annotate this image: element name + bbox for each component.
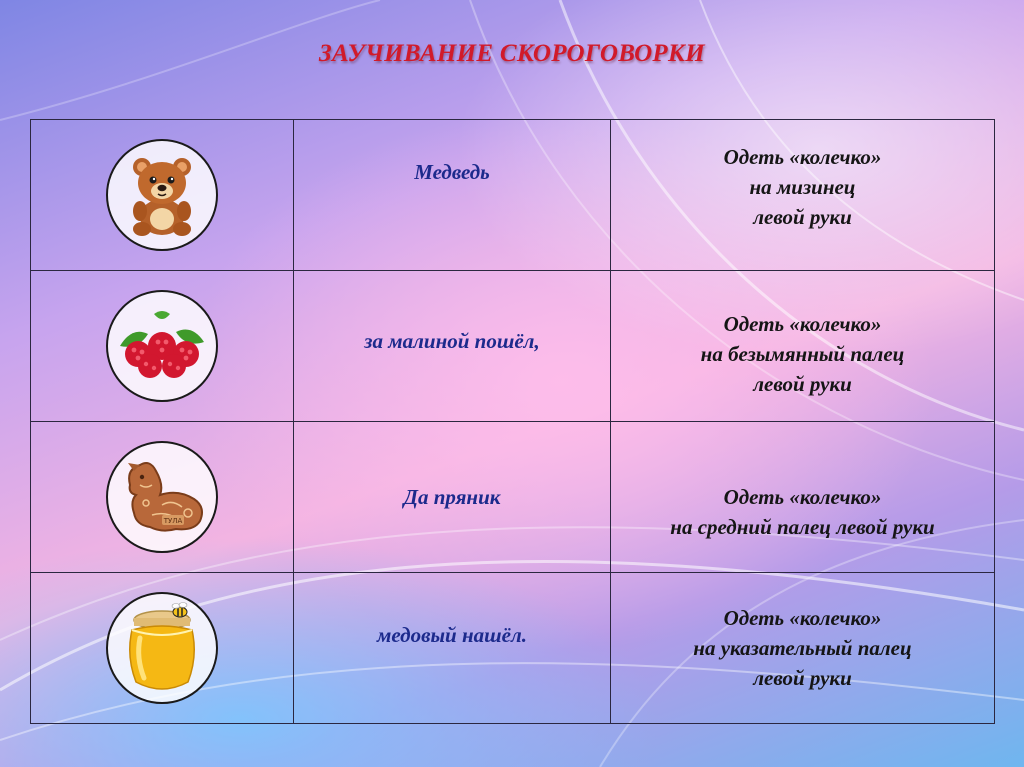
gingerbread-horse-icon [116,455,208,539]
raspberry-icon [114,306,210,386]
table-row [31,120,995,271]
teddy-bear-icon [116,149,208,241]
phrase-text: медовый нашёл. [377,623,527,647]
table-row [31,422,995,573]
phrase-cell [294,422,611,573]
action-line: левой руки [753,666,852,690]
bee-icon [172,603,187,618]
action-line: левой руки [753,372,852,396]
table-row [31,573,995,724]
honey-jar-icon [116,600,208,696]
icon-frame [106,290,218,402]
phrase-text: Да пряник [403,485,501,509]
action-cell [611,120,995,271]
action-cell [611,422,995,573]
phrase-text: Медведь [414,160,490,184]
action-line: Одеть «колечко» [723,606,882,630]
icon-frame [106,139,218,251]
action-text [611,309,994,399]
icon-frame [106,441,218,553]
action-line: на средний палец левой руки [670,515,935,539]
phrase-cell [294,271,611,422]
table-row [31,271,995,422]
action-cell [611,271,995,422]
action-line: Одеть «колечко» [723,312,882,336]
action-text [611,142,994,232]
icon-cell [31,120,294,271]
svg-text:ТУЛА: ТУЛА [163,517,183,525]
action-line: левой руки [753,205,852,229]
phrase-cell [294,573,611,724]
action-text [611,603,994,693]
action-cell [611,573,995,724]
phrase-text: за малиной пошёл, [364,329,540,353]
action-line: на безымянный палец [700,342,905,366]
icon-cell [31,271,294,422]
action-line: на указательный палец [693,636,912,660]
tongue-twister-table [30,119,995,724]
phrase-cell [294,120,611,271]
action-line: на мизинец [749,175,856,199]
action-line: Одеть «колечко» [723,145,882,169]
action-text [611,482,994,542]
slide-title: ЗАУЧИВАНИЕ СКОРОГОВОРКИ [318,40,706,67]
icon-cell [31,422,294,573]
icon-frame [106,592,218,704]
icon-cell [31,573,294,724]
action-line: Одеть «колечко» [723,485,882,509]
